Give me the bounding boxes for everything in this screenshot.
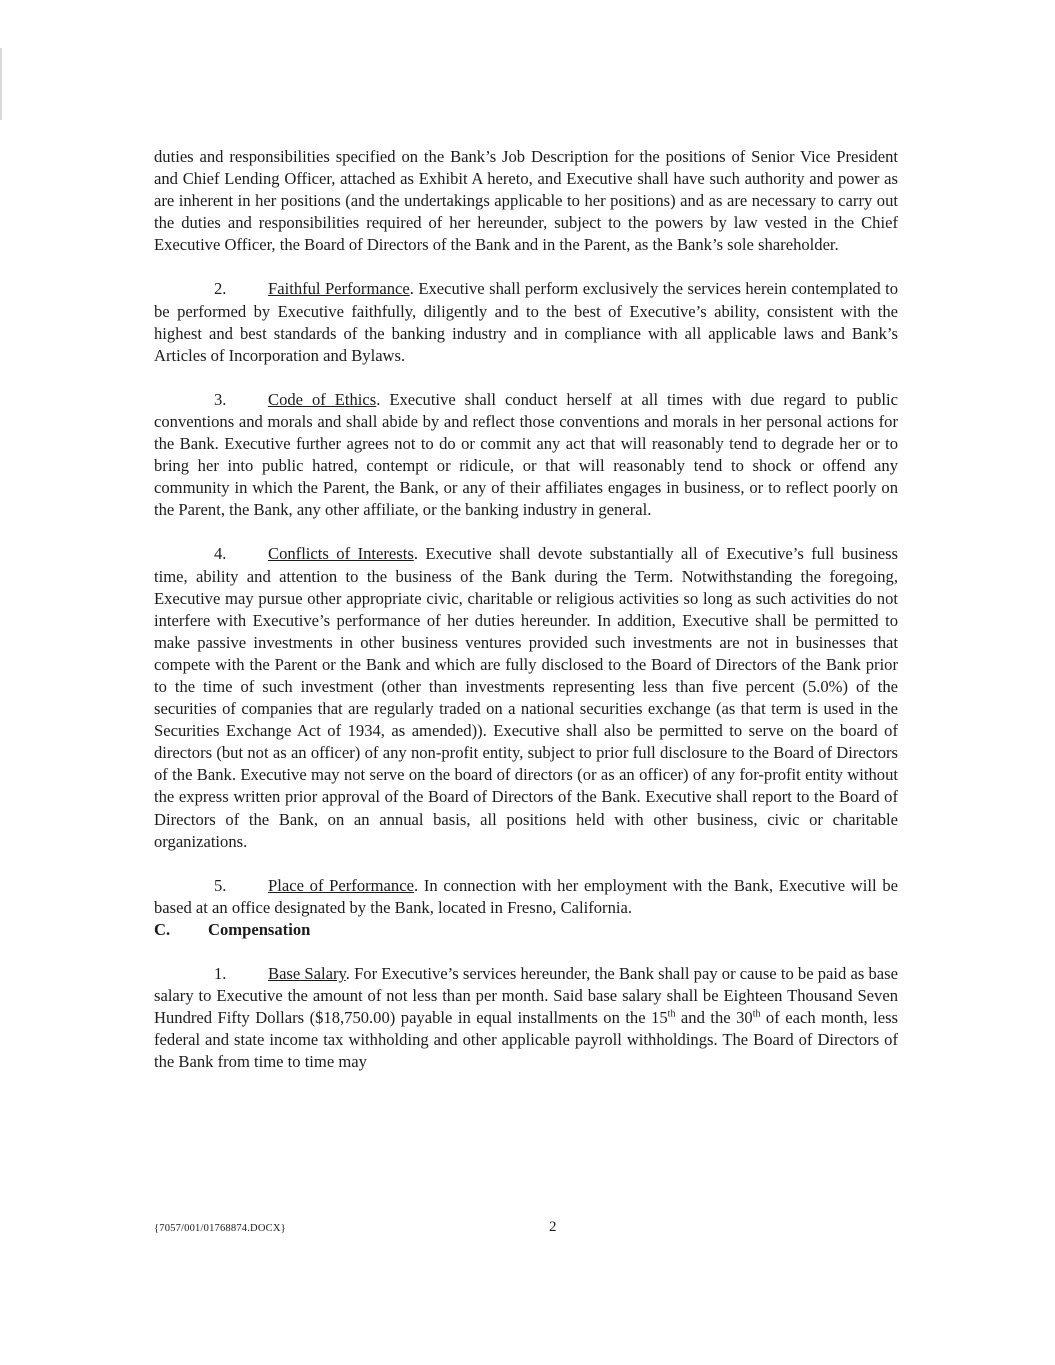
section-text: . Executive shall perform exclusively the services herein contemplated to be performed by Executive faithfully, diligently and to the best of Executive’s ability, consistent with the highest and best standards of the banking industry and in compliance with all applicable laws and Bank’s Articles of Incorporation and Bylaws. bbox=[154, 279, 898, 365]
section-base-salary bbox=[154, 963, 898, 1073]
section-conflicts-of-interests bbox=[154, 543, 898, 852]
footer-document-reference: {7057/001/01768874.DOCX} bbox=[154, 1223, 286, 1234]
document-body bbox=[154, 146, 898, 1073]
section-code-of-ethics bbox=[154, 389, 898, 522]
section-number: 1. bbox=[214, 964, 227, 983]
section-number: 3. bbox=[214, 389, 227, 409]
section-text: . Executive shall devote substantially all of Executive’s full business time, ability and attention to the business of the Bank during the Term. Notwithstanding the foregoing, Executive may pursue other appropriate civic, charitable or religious activities so long as such activities do not interfere with Executive’s performance of her duties hereunder. In addition, Executive shall be permitted to make passive investments in other business ventures provided such investments are not in businesses that compete with the Parent or the Bank and which are fully disclosed to the Board of Directors of the Bank prior to the time of such investment (other than investments representing less than five percent (5.0%) of the securities of companies that are regularly traded on a national securities exchange (as that term is used in the Securities Exchange Act of 1934, as amended)). Executive shall also be permitted to serve on the board of directors (but not as an officer) of any non-profit entity, subject to prior full disclosure to the Board of Directors of the Bank. Executive may not serve on the board of directors (or as an officer) of any for-profit entity without the express written prior approval of the Board of Directors of the Bank. Executive shall report to the Board of Directors of the Bank, on an annual basis, all positions held with other business, civic or charitable organizations. bbox=[154, 544, 898, 851]
section-title: Faithful Performance bbox=[268, 279, 410, 299]
section-number: 2. bbox=[214, 279, 227, 299]
section-place-of-performance bbox=[154, 875, 898, 919]
section-title: Base Salary bbox=[268, 964, 346, 983]
section-title: Conflicts of Interests bbox=[268, 544, 414, 564]
page-number: 2 bbox=[549, 1219, 557, 1235]
heading-title: Compensation bbox=[208, 919, 311, 939]
intro-paragraph: duties and responsibilities specified on the Bank’s Job Description for the positions of Senior Vice President and Chief Lending Officer, attached as Exhibit A hereto, and Executive shall have such authority and power as are inherent in her positions (and the undertakings applicable to her positions) and as are necessary to carry out the duties and responsibilities required of her hereunder, subject to the powers by law vested in the Chief Executive Officer, the Board of Directors of the Bank and in the Parent, as the Bank’s sole shareholder. bbox=[154, 147, 898, 255]
section-text: . Executive shall conduct herself at all times with due regard to public conventions and morals and shall abide by and reflect those conventions and morals in her personal actions for the Bank. Executive further agrees not to do or commit any act that will reasonably tend to degrade her or to bring her into public hatred, contempt or ridicule, or that will reasonably tend to shock or offend any community in which the Parent, the Bank, or any of their affiliates engages in business, or to reflect poorly on the Parent, the Bank, any other affiliate, or the banking industry in general. bbox=[154, 389, 898, 520]
section-text-b: and the 30 bbox=[675, 1008, 753, 1028]
section-text-a: . For Executive’s services hereunder, the Bank shall pay or cause to be paid as base salary to Executive the amount of not less than per month. Said base salary shall be Eighteen Thousand Seven Hundred Fifty Dollars ($18,750.00) payable in equal installments on the 15 bbox=[154, 964, 898, 1028]
scan-edge-mark bbox=[0, 48, 2, 120]
superscript-th: th bbox=[752, 1008, 761, 1020]
section-title: Place of Performance bbox=[268, 875, 414, 895]
section-text-c: of each month, less federal and state income tax withholding and other applicable payroll withholdings. The Board of Directors of the Bank from time to time may bbox=[154, 1008, 898, 1072]
heading-letter: C. bbox=[154, 919, 171, 939]
section-number: 5. bbox=[214, 875, 227, 895]
heading-compensation bbox=[154, 919, 898, 941]
section-text: . In connection with her employment with the Bank, Executive will be based at an office designated by the Bank, located in Fresno, California. bbox=[154, 875, 898, 917]
superscript-th: th bbox=[667, 1008, 676, 1020]
section-title: Code of Ethics bbox=[268, 389, 377, 409]
section-number: 4. bbox=[214, 544, 227, 564]
section-faithful-performance bbox=[154, 278, 898, 366]
